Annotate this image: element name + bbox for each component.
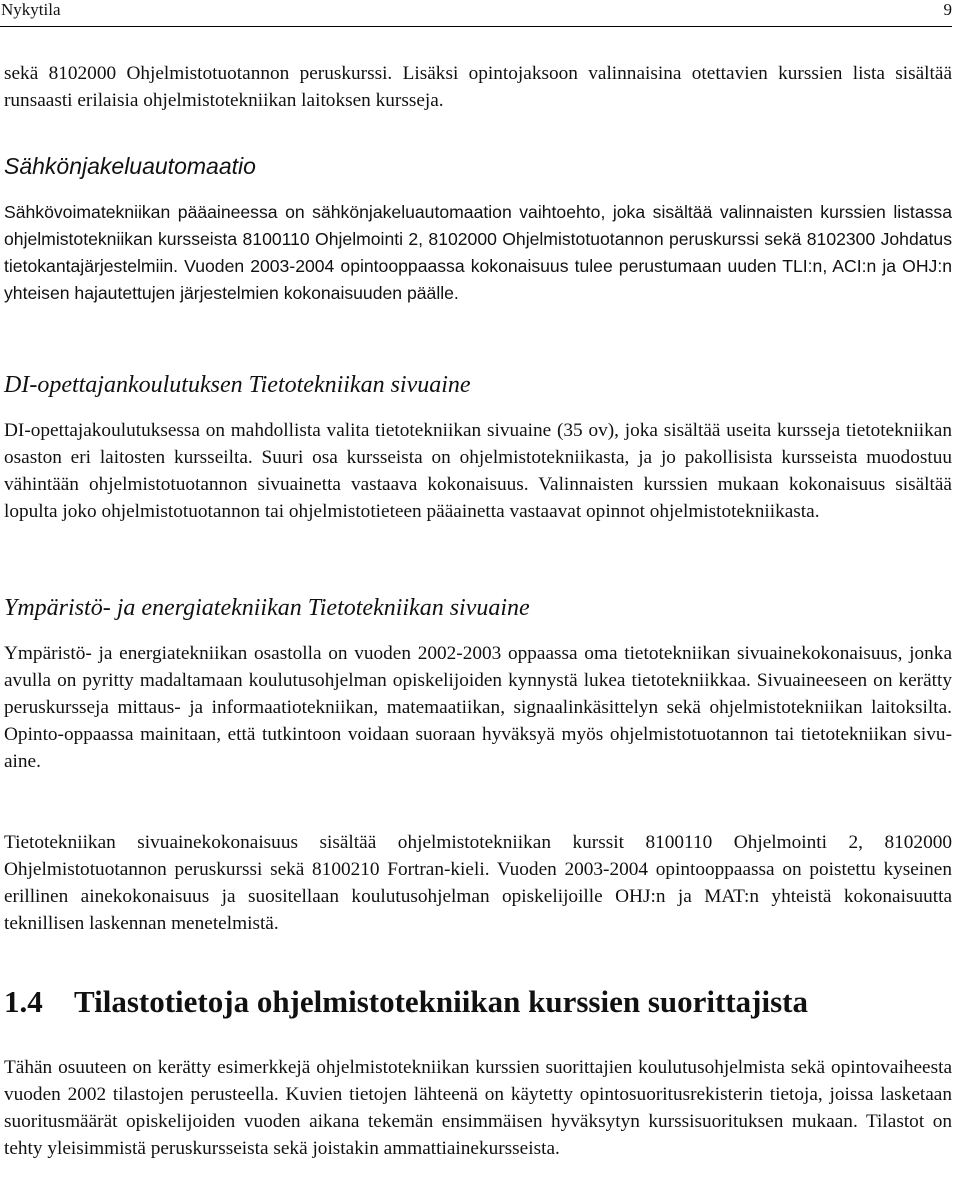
page-number: 9: [943, 0, 952, 19]
header-section-name: Nykytila: [1, 0, 61, 19]
section-heading-power-automation: Sähkönjakeluautomaatio: [4, 153, 256, 179]
section-paragraph-power-automation: Sähkövoimatekniikan pääaineessa on sähkönjakeluautomaation vaihtoehto, joka sisältää valinnaisten kurssien listassa ohjelmistotekniikan kursseista 8100110 Ohjelmointi 2, 8102000 Ohjelmistotuotannon peruskurssi sekä 8102300 Johdatus tietokantajärjestelmiin. Vuoden 2003-2004 opintooppaassa kokonaisuus tulee perustumaan uuden TLI:n, ACI:n ja OHJ:n yhteisen hajautettujen järjestelmien kokonaisuuden päälle.: [4, 202, 952, 303]
chapter-number: 1.4: [4, 984, 43, 1019]
running-header: [0, 0, 952, 27]
chapter-heading: [4, 984, 808, 1020]
section-heading-environment-energy: Ympäristö- ja energiatekniikan Tietotekniikan sivuaine: [4, 595, 530, 621]
chapter-paragraph: Tähän osuuteen on kerätty esimerkkejä ohjelmistotekniikan kurssien suorittajien koulutusohjelmista sekä opintovaiheesta vuoden 2002 tilastojen perusteella. Kuvien tietojen lähteenä on käytetty opintosuoritusrekisterin tietoja, joissa lasketaan suoritusmäärät opiskelijoiden vuoden aikana tekemän ensimmäisen hyväksytyn kurssisuorituksen mukaan. Tilastot on tehty yleisimmistä peruskursseista sekä joistakin ammattiainekursseista.: [4, 1057, 952, 1159]
section-paragraph-environment-2: Tietotekniikan sivuainekokonaisuus sisältää ohjelmistotekniikan kurssit 8100110 Ohjelmointi 2, 8102000 Ohjelmistotuotannon peruskurssi sekä 8100210 Fortran-kieli. Vuoden 2003-2004 opintooppaassa on poistettu kyseinen erillinen ainekokonaisuus ja suositellaan koulutusohjelman opiskelijoille OHJ:n ja MAT:n yhteistä kokonaisuutta teknillisen laskennan menetelmistä.: [4, 832, 952, 934]
intro-paragraph: sekä 8102000 Ohjelmistotuotannon peruskurssi. Lisäksi opintojaksoon valinnaisina otettavien kurssien lista sisältää runsaasti erilaisia ohjelmistotekniikan laitoksen kursseja.: [4, 63, 952, 111]
section-paragraph-teacher-education: DI-opettajakoulutuksessa on mahdollista valita tietotekniikan sivuaine (35 ov), joka sisältää useita kursseja tietotekniikan osaston eri laitosten kursseilta. Suuri osa kursseista on ohjelmistotekniikasta, ja jo pakollisista kursseista muodostuu vähintään ohjelmistotuotannon sivuainetta vastaava kokonaisuus. Valinnaisten kurssien mukaan kokonaisuus sisältää lopulta joko ohjelmistotuotannon tai ohjelmistotieteen pääainetta vastaavat opinnot ohjelmistotekniikasta.: [4, 420, 952, 522]
section-paragraph-environment-1: Ympäristö- ja energiatekniikan osastolla on vuoden 2002-2003 oppaassa oma tietotekniikan sivuainekokonaisuus, jonka avulla on pyritty madaltamaan koulutusohjelman opiskelijoiden kynnystä lukea tietotekniikkaa. Sivuaineeseen on kerätty peruskursseja mittaus- ja informaatiotekniikan, matemaatiikan, signaalinkäsittelyn sekä ohjelmistotekniikan laitoksilta. Opinto-oppaassa mainitaan, että tutkintoon voidaan suoraan hyväksyä myös ohjelmistotuotannon tai tietotekniikan sivuaine.: [4, 643, 952, 772]
chapter-title: Tilastotietoja ohjelmistotekniikan kurssien suorittajista: [74, 984, 808, 1019]
section-heading-teacher-education: DI-opettajankoulutuksen Tietotekniikan sivuaine: [4, 372, 471, 398]
